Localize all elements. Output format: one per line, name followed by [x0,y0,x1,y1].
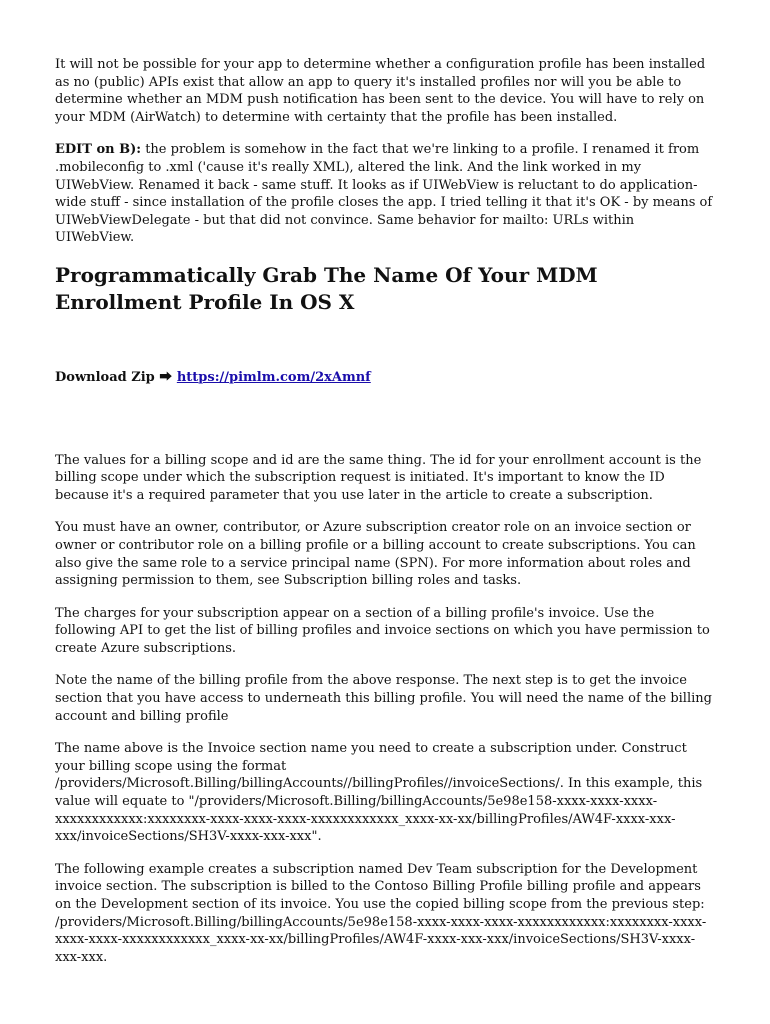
arrow-icon: ⮕ [159,369,173,385]
paragraph-example: The following example creates a subscription named Dev Team subscription for the Development invoice section. The subscription is billed to the Contoso Billing Profile billing profile and appears on the Development section of its invoice. You use the copied billing scope from the previous step: /providers/Microsoft.Billing/billingAccounts/5e98e158-xxxx-xxxx-xxxx-xxxxxxxxxxxx:xxxxxxxx-xxxx-xxxx-xxxx-xxxxxxxxxxxx_xxxx-xx-xx/billingProfiles/AW4F-xxxx-xxx-xxx/invoiceSections/SH3V-xxxx-xxx-xxx. [55,861,707,965]
paragraph-charges: The charges for your subscription appear on a section of a billing profile's invoice. Use the following API to get the list of billing profiles and invoice sections on which you have permission to create Azure subscriptions. [55,605,710,656]
download-line [55,369,717,387]
paragraph-billing-scope: The values for a billing scope and id are the same thing. The id for your enrollment account is the billing scope under which the subscription request is initiated. It's important to know the ID because it's a required parameter that you use later in the article to create a subscription. [55,452,702,503]
intro-paragraph: It will not be possible for your app to determine whether a configuration profile has been installed as no (public) APIs exist that allow an app to query it's installed profiles nor will you be able to determine whether an MDM push notification has been sent to the device. You will have to rely on your MDM (AirWatch) to determine with certainty that the profile has been installed. [55,57,706,125]
section-heading: Programmatically Grab The Name Of Your MDM Enrollment Profile In OS X [55,262,598,314]
document-page [55,56,717,966]
paragraph-invoice-section: The name above is the Invoice section name you need to create a subscription under. Construct your billing scope using the format /providers/Microsoft.Billing/billingAccounts//billingProfiles//invoiceSections/. In this example, this value will equate to "/providers/Microsoft.Billing/billingAccounts/5e98e158-xxxx-xxxx-xxxx-xxxxxxxxxxxx:xxxxxxxx-xxxx-xxxx-xxxx-xxxxxxxxxxxx_xxxx-xx-xx/billingProfiles/AW4F-xxxx-xxx-xxx/invoiceSections/SH3V-xxxx-xxx-xxx". [55,741,703,845]
paragraph-billing-profile: Note the name of the billing profile from the above response. The next step is to get the invoice section that you have access to underneath this billing profile. You will need the name of the billing account and billing profile [55,673,712,724]
paragraph-roles: You must have an owner, contributor, or Azure subscription creator role on an invoice section or owner or contributor role on a billing profile or a billing account to create subscriptions. You can also give the same role to a service principal name (SPN). For more information about roles and assigning permission to them, see Subscription billing roles and tasks. [55,520,696,589]
download-label: Download Zip [55,369,160,385]
edit-text: the problem is somehow in the fact that we're linking to a profile. I renamed it from .mobileconfig to .xml ('cause it's really XML), altered the link. And the link worked in my UIWebView. Renamed it back - same stuff. It looks as if UIWebView is reluctant to do application-wide stuff - since installation of the profile closes the app. I tried telling it that it's OK - by means of UIWebViewDelegate - but that did not convince. Same behavior for mailto: URLs within UIWebView. [55,142,713,246]
article-body [55,452,717,967]
edit-paragraph [55,141,717,247]
download-link[interactable]: https://pimlm.com/2xAmnf [176,369,371,385]
edit-label: EDIT on B): [55,142,142,158]
